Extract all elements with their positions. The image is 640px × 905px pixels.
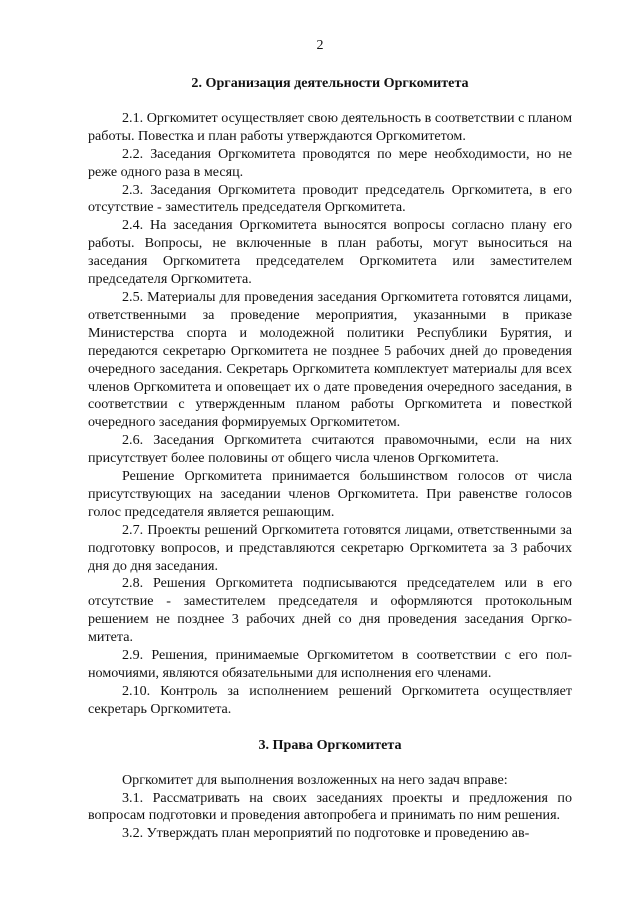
document-body [88, 75, 572, 843]
paragraph-2-10: 2.10. Контроль за исполнением решений Оргкомитета осуществляет секретарь Оргкомитета. [88, 682, 572, 717]
paragraph-2-3: 2.3. Заседания Оргкомитета проводит председатель Оргкомитета, в его отсутствие - заместитель председателя Оргкомитета. [88, 181, 572, 216]
paragraph-2-6: 2.6. Заседания Оргкомитета считаются правомочными, если на них присутствует более половины от общего числа членов Оргкомитета. [88, 432, 572, 467]
paragraph-3-2: 3.2. Утверждать план мероприятий по подготовке и проведению ав- [122, 825, 530, 842]
paragraph-2-4: 2.4. На заседания Оргкомитета выносятся вопросы согласно плану его работы. Вопросы, не включенные в план работы, могут выноситься на заседания Оргкомитета председателем Оргкомитета или заместителем председателя Оргкомитета. [88, 217, 572, 288]
paragraph-2-6-decision: Решение Оргкомитета принимается большинством голосов от числа присутствующих на заседании членов Оргкомитета. При равенстве голосов голос председателя является решающим. [88, 468, 572, 520]
paragraph-2-9: 2.9. Решения, принимаемые Оргкомитетом в соответствии с его полномочиями, являются обязательными для исполнения его членами. [88, 647, 572, 681]
paragraph-3-intro: Оргкомитет для выполнения возложенных на него задач вправе: [122, 771, 508, 788]
paragraph-2-5: 2.5. Материалы для проведения заседания Оргкомитета готовятся лицами, ответственными за проведение мероприятия, указанными в приказе Министерства спорта и молодежной политики Республики Бурятия, и передаются секретарю Оргкомитета не позднее 5 рабочих дней до проведения очередного заседания. Секретарь Оргкомитета комплектует материалы для всех членов Оргкомитета и оповещает их о дате проведения очередного заседания, в соответствии с утвержденным планом работы Оргкомитета и повесткой очередного заседания формируемых Оргкомитетом. [88, 288, 572, 431]
paragraph-2-7: 2.7. Проекты решений Оргкомитета готовятся лицами, ответственными за подготовку вопросов, и представляются секретарю Оргкомитета за 3 рабочих дня до дня заседания. [88, 521, 572, 574]
section-3-heading: 3. Права Оргкомитета [258, 736, 402, 753]
section-2-heading: 2. Организация деятельности Оргкомитета [191, 75, 469, 91]
paragraph-2-1: 2.1. Оргкомитет осуществляет свою деятельность в соответствии с планом работы. Повестка и план работы утверждаются Оргкомитетом. [88, 109, 572, 144]
page-number: 2 [316, 38, 324, 53]
paragraph-2-2: 2.2. Заседания Оргкомитета проводятся по мере необходимости, но не реже одного раза в месяц. [88, 145, 572, 180]
paragraph-3-1: 3.1. Рассматривать на своих заседаниях проекты и предложения по вопросам подготовки и проведения автопробега и принимать по ним решения. [88, 789, 572, 824]
paragraph-2-8: 2.8. Решения Оргкомитета подписываются председателем или в его отсутствие - заместителем председателя и оформляются протокольным решением не позднее 3 рабочих дней со дня проведения заседания Оргкомитета. [88, 575, 572, 646]
